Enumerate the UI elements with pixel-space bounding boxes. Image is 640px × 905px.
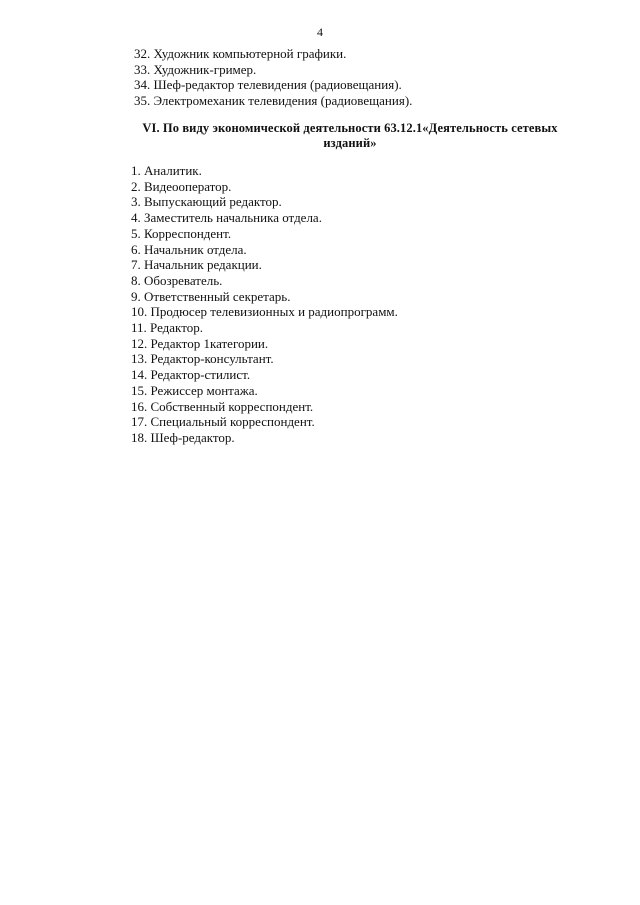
list-item: 18. Шеф-редактор. (131, 429, 235, 445)
list-item: 2. Видеооператор. (131, 178, 232, 194)
section-heading-line-2: изданий» (323, 136, 377, 150)
list-item: 8. Обозреватель. (131, 272, 223, 288)
list-item: 33. Художник-гример. (134, 61, 257, 77)
list-item: 11. Редактор. (131, 320, 203, 336)
list-item: 34. Шеф-редактор телевидения (радиовещания). (134, 77, 402, 93)
list-item: 16. Собственный корреспондент. (131, 398, 314, 414)
page-number: 4 (317, 25, 323, 39)
list-item: 12. Редактор 1категории. (131, 335, 269, 351)
list-item: 35. Электромеханик телевидения (радиовещания). (134, 93, 413, 109)
section-heading-line-1: VI. По виду экономической деятельности 63.12.1«Деятельность сетевых (142, 121, 558, 135)
list-item: 32. Художник компьютерной графики. (134, 46, 347, 61)
list-item: 1. Аналитик. (131, 163, 202, 178)
profession-list (131, 163, 398, 446)
list-item: 7. Начальник редакции. (131, 257, 262, 273)
list-item: 10. Продюсер телевизионных и радиопрограмм. (131, 304, 398, 320)
list-item: 15. Режиссер монтажа. (131, 382, 258, 398)
list-item: 17. Специальный корреспондент. (131, 414, 315, 430)
list-item: 3. Выпускающий редактор. (131, 194, 282, 210)
list-item: 14. Редактор-стилист. (131, 367, 251, 383)
section-heading (100, 121, 600, 151)
profession-list-continued (134, 46, 412, 109)
list-item: 4. Заместитель начальника отдела. (131, 210, 322, 226)
list-item: 9. Ответственный секретарь. (131, 288, 291, 304)
list-item: 13. Редактор-консультант. (131, 351, 274, 367)
list-item: 5. Корреспондент. (131, 225, 232, 241)
list-item: 6. Начальник отдела. (131, 241, 247, 257)
